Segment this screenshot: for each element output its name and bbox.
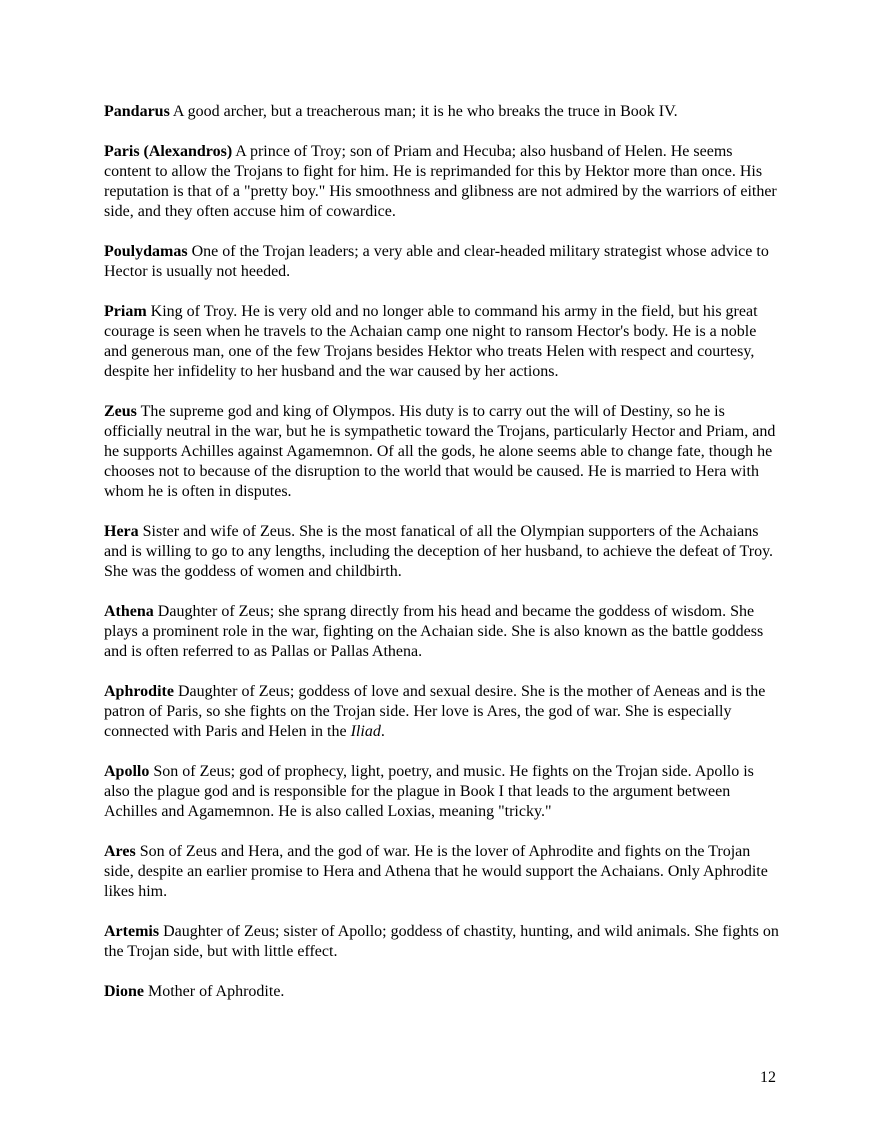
entry-term: Hera (104, 523, 139, 540)
entry-term: Zeus (104, 403, 137, 420)
entry-text: A good archer, but a treacherous man; it is he who breaks the truce in Book IV. (172, 103, 678, 120)
entry-term: Priam (104, 303, 147, 320)
entry-term: Paris (Alexandros) (104, 143, 233, 160)
entry-text: Son of Zeus; god of prophecy, light, poetry, and music. He fights on the Trojan side. Apollo is also the plague god and is responsible for the plague in Book I that leads to the argument between Achilles and Agamemnon. He is also called Loxias, meaning "tricky." (104, 763, 754, 820)
entry-text: Mother of Aphrodite. (148, 983, 285, 1000)
page-number: 12 (760, 1069, 776, 1086)
entry-term: Ares (104, 843, 136, 860)
entry-hera (104, 522, 780, 582)
entry-athena (104, 602, 780, 662)
entry-priam (104, 302, 780, 382)
entry-text: Daughter of Zeus; sister of Apollo; goddess of chastity, hunting, and wild animals. She fights on the Trojan side, but with little effect. (104, 923, 779, 960)
entry-term: Aphrodite (104, 683, 174, 700)
entry-text: One of the Trojan leaders; a very able and clear-headed military strategist whose advice to Hector is usually not heeded. (104, 243, 769, 280)
entry-poulydamas (104, 242, 780, 282)
entry-term: Artemis (104, 923, 160, 940)
entry-term: Pandarus (104, 103, 170, 120)
entry-term: Dione (104, 983, 144, 1000)
entry-ares (104, 842, 780, 902)
entry-text: Son of Zeus and Hera, and the god of war. He is the lover of Aphrodite and fights on the Trojan side, despite an earlier promise to Hera and Athena that he would support the Achaians. Only Aphrodite likes him. (104, 843, 768, 900)
entry-text: King of Troy. He is very old and no longer able to command his army in the field, but his great courage is seen when he travels to the Achaian camp one night to ransom Hector's body. He is a noble and generous man, one of the few Trojans besides Hektor who treats Helen with respect and courtesy, despite her infidelity to her husband and the war caused by her actions. (104, 303, 758, 380)
entry-term: Athena (104, 603, 154, 620)
entry-aphrodite (104, 682, 780, 742)
entry-artemis (104, 922, 780, 962)
entry-term: Apollo (104, 763, 150, 780)
entry-pandarus (104, 102, 780, 122)
entry-text: The supreme god and king of Olympos. His duty is to carry out the will of Destiny, so he is officially neutral in the war, but he is sympathetic toward the Trojans, particularly Hector and Priam, and he supports Achilles against Agamemnon. Of all the gods, he alone seems able to change fate, though he chooses not to because of the disruption to the world that would be caused. He is married to Hera with whom he is often in disputes. (104, 403, 776, 500)
entry-term: Poulydamas (104, 243, 188, 260)
entry-dione (104, 982, 780, 1002)
entry-paris (104, 142, 780, 222)
entry-zeus (104, 402, 780, 502)
glossary-content (104, 102, 780, 1022)
entry-italic-title: Iliad (350, 723, 381, 740)
entry-text-end: . (380, 723, 385, 740)
entry-text: Daughter of Zeus; she sprang directly from his head and became the goddess of wisdom. She plays a prominent role in the war, fighting on the Achaian side. She is also known as the battle goddess and is often referred to as Pallas or Pallas Athena. (104, 603, 764, 660)
entry-text: Sister and wife of Zeus. She is the most fanatical of all the Olympian supporters of the Achaians and is willing to go to any lengths, including the deception of her husband, to achieve the defeat of Troy. She was the goddess of women and childbirth. (104, 523, 774, 580)
entry-apollo (104, 762, 780, 822)
entry-text: A prince of Troy; son of Priam and Hecuba; also husband of Helen. He seems content to allow the Trojans to fight for him. He is reprimanded for this by Hektor more than once. His reputation is that of a "pretty boy." His smoothness and glibness are not admired by the warriors of either side, and they often accuse him of cowardice. (104, 143, 777, 220)
entry-text: Daughter of Zeus; goddess of love and sexual desire. She is the mother of Aeneas and is the patron of Paris, so she fights on the Trojan side. Her love is Ares, the god of war. She is especially connected with Paris and Helen in the (104, 683, 766, 740)
